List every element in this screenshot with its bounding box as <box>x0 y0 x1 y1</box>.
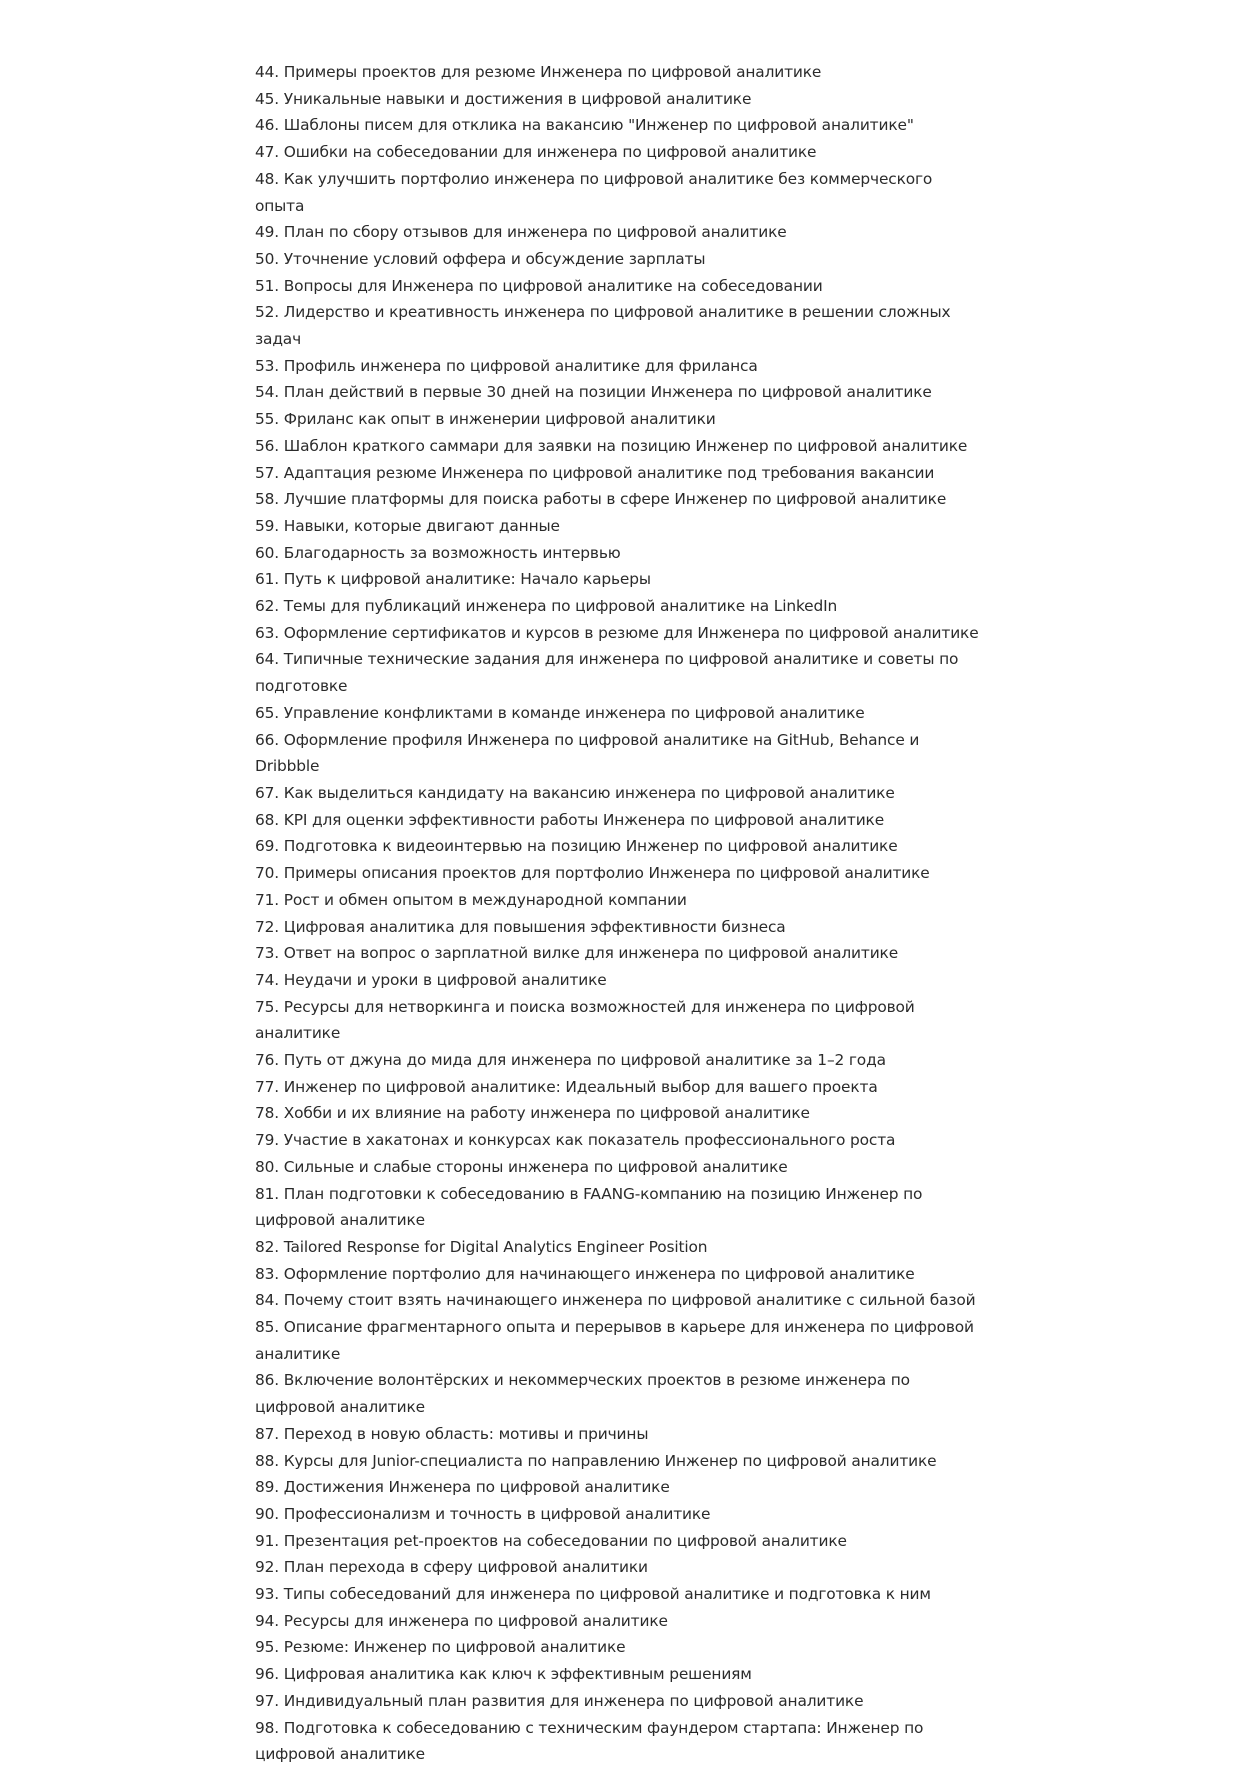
list-item: 98. Подготовка к собеседованию с техническим фаундером стартапа: Инженер по цифровой аналитике <box>255 1718 924 1764</box>
list-item: 78. Хобби и их влияние на работу инженера по цифровой аналитике <box>255 1104 810 1123</box>
list-item: 57. Адаптация резюме Инженера по цифровой аналитике под требования вакансии <box>255 463 935 482</box>
list-item: 65. Управление конфликтами в команде инженера по цифровой аналитике <box>255 703 865 722</box>
list-item: 96. Цифровая аналитика как ключ к эффективным решениям <box>255 1665 752 1684</box>
list-item: 68. KPI для оценки эффективности работы Инженера по цифровой аналитике <box>255 810 885 829</box>
topic-list <box>255 59 985 1768</box>
list-item: 89. Достижения Инженера по цифровой аналитике <box>255 1478 670 1497</box>
list-item: 53. Профиль инженера по цифровой аналитике для фриланса <box>255 356 758 375</box>
list-item: 61. Путь к цифровой аналитике: Начало карьеры <box>255 570 651 589</box>
list-item: 90. Профессионализм и точность в цифровой аналитике <box>255 1504 711 1523</box>
list-item: 50. Уточнение условий оффера и обсуждение зарплаты <box>255 249 706 268</box>
list-item: 94. Ресурсы для инженера по цифровой аналитике <box>255 1611 668 1630</box>
list-item: 59. Навыки, которые двигают данные <box>255 516 560 535</box>
list-item: 47. Ошибки на собеседовании для инженера по цифровой аналитике <box>255 143 817 162</box>
list-item: 60. Благодарность за возможность интервью <box>255 543 621 562</box>
list-item: 49. План по сбору отзывов для инженера по цифровой аналитике <box>255 223 787 242</box>
list-item: 52. Лидерство и креативность инженера по цифровой аналитике в решении сложных задач <box>255 303 951 349</box>
list-item: 87. Переход в новую область: мотивы и причины <box>255 1424 649 1443</box>
list-item: 70. Примеры описания проектов для портфолио Инженера по цифровой аналитике <box>255 864 930 883</box>
list-item: 93. Типы собеседований для инженера по цифровой аналитике и подготовка к ним <box>255 1585 931 1604</box>
list-item: 79. Участие в хакатонах и конкурсах как показатель профессионального роста <box>255 1131 896 1150</box>
list-item: 95. Резюме: Инженер по цифровой аналитике <box>255 1638 626 1657</box>
list-item: 58. Лучшие платформы для поиска работы в сфере Инженер по цифровой аналитике <box>255 490 947 509</box>
list-item: 64. Типичные технические задания для инженера по цифровой аналитике и советы по подготовке <box>255 650 959 696</box>
list-item: 54. План действий в первые 30 дней на позиции Инженера по цифровой аналитике <box>255 383 932 402</box>
list-item: 72. Цифровая аналитика для повышения эффективности бизнеса <box>255 917 786 936</box>
list-item: 85. Описание фрагментарного опыта и перерывов в карьере для инженера по цифровой аналитике <box>255 1318 974 1363</box>
list-item: 75. Ресурсы для нетворкинга и поиска возможностей для инженера по цифровой аналитике <box>255 997 915 1043</box>
list-item: 62. Темы для публикаций инженера по цифровой аналитике на LinkedIn <box>255 597 838 616</box>
list-item: 82. Tailored Response for Digital Analytics Engineer Position <box>255 1237 708 1256</box>
list-item: 81. План подготовки к собеседованию в FAANG-компанию на позицию Инженер по цифровой аналитике <box>255 1184 923 1230</box>
list-item: 71. Рост и обмен опытом в международной компании <box>255 890 687 909</box>
list-item: 69. Подготовка к видеоинтервью на позицию Инженер по цифровой аналитике <box>255 837 898 856</box>
list-item: 73. Ответ на вопрос о зарплатной вилке для инженера по цифровой аналитике <box>255 944 899 963</box>
list-item: 80. Сильные и слабые стороны инженера по цифровой аналитике <box>255 1157 788 1176</box>
list-item: 44. Примеры проектов для резюме Инженера по цифровой аналитике <box>255 63 822 81</box>
list-item: 84. Почему стоит взять начинающего инженера по цифровой аналитике с сильной базой <box>255 1291 976 1310</box>
list-item: 45. Уникальные навыки и достижения в цифровой аналитике <box>255 89 752 108</box>
list-item: 56. Шаблон краткого саммари для заявки на позицию Инженер по цифровой аналитике <box>255 436 968 455</box>
list-item: 76. Путь от джуна до мида для инженера по цифровой аналитике за 1–2 года <box>255 1051 886 1070</box>
list-item: 74. Неудачи и уроки в цифровой аналитике <box>255 970 607 989</box>
list-item: 63. Оформление сертификатов и курсов в резюме для Инженера по цифровой аналитике <box>255 623 979 642</box>
list-item: 83. Оформление портфолио для начинающего инженера по цифровой аналитике <box>255 1264 915 1283</box>
list-item: 86. Включение волонтёрских и некоммерческих проектов в резюме инженера по цифровой аналитике <box>255 1371 910 1417</box>
list-item: 77. Инженер по цифровой аналитике: Идеальный выбор для вашего проекта <box>255 1077 878 1096</box>
list-item: 55. Фриланс как опыт в инженерии цифровой аналитики <box>255 410 716 429</box>
list-item: 88. Курсы для Junior-специалиста по направлению Инженер по цифровой аналитике <box>255 1451 937 1470</box>
list-item: 48. Как улучшить портфолио инженера по цифровой аналитике без коммерческого опыта <box>255 169 933 215</box>
list-item: 46. Шаблоны писем для отклика на вакансию "Инженер по цифровой аналитике" <box>255 116 914 135</box>
list-item: 91. Презентация pet-проектов на собеседовании по цифровой аналитике <box>255 1531 847 1550</box>
list-item: 66. Оформление профиля Инженера по цифровой аналитике на GitHub, Behance и Dribbble <box>255 730 920 776</box>
list-item: 51. Вопросы для Инженера по цифровой аналитике на собеседовании <box>255 276 823 295</box>
list-item: 67. Как выделиться кандидату на вакансию инженера по цифровой аналитике <box>255 783 895 802</box>
list-item: 92. План перехода в сферу цифровой аналитики <box>255 1558 648 1577</box>
list-item: 97. Индивидуальный план развития для инженера по цифровой аналитике <box>255 1691 864 1710</box>
